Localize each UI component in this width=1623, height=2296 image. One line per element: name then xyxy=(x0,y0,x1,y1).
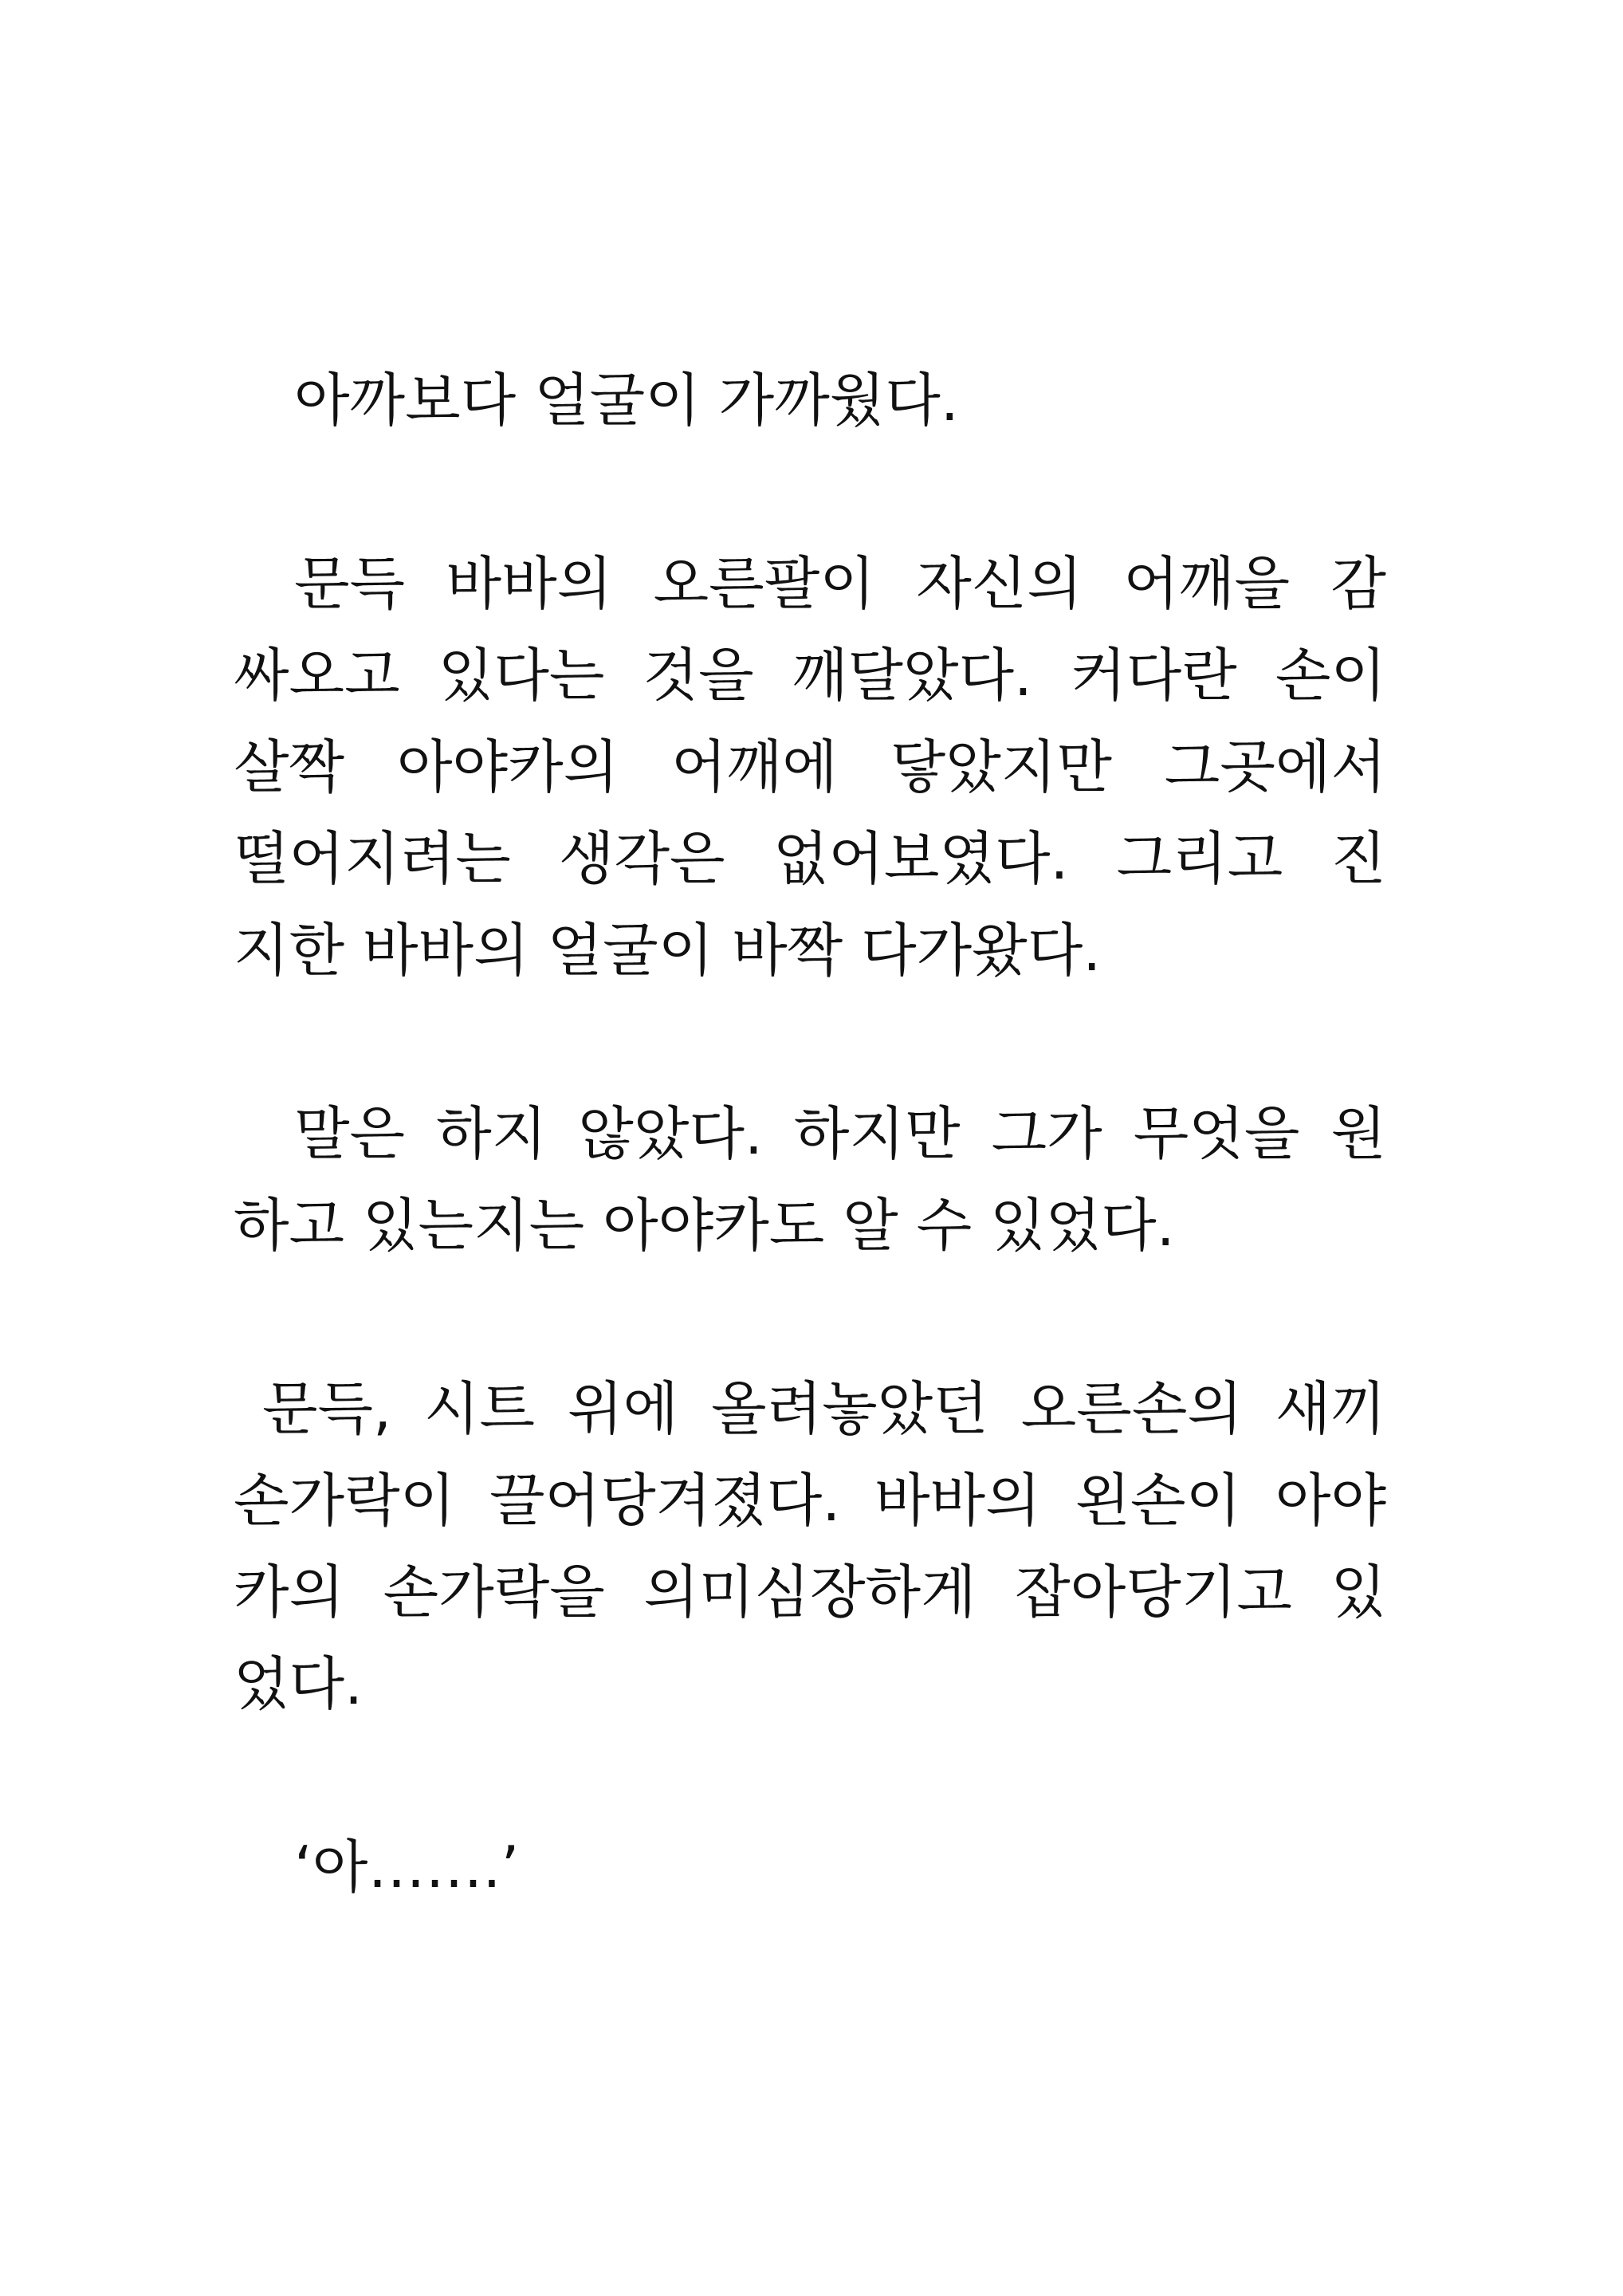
paragraph-1-line-1: 아까보다 얼굴이 가까웠다. xyxy=(294,367,959,434)
text-body xyxy=(234,355,1386,1913)
paragraph-4-line-1: 문득, 시트 위에 올려놓았던 오른손의 새끼 xyxy=(262,1375,1386,1442)
paragraph-4-line-3: 카의 손가락을 의미심장하게 잡아당기고 있 xyxy=(234,1559,1386,1626)
paragraph-gap xyxy=(234,446,1386,538)
paragraph-2-line-4: 떨어지려는 생각은 없어보였다. 그리고 진 xyxy=(234,825,1386,892)
paragraph-3-line-1: 말은 하지 않았다. 하지만 그가 무엇을 원 xyxy=(294,1100,1386,1167)
paragraph-gap xyxy=(234,997,1386,1088)
paragraph-gap xyxy=(234,1730,1386,1822)
paragraph-4-line-4: 었다. xyxy=(234,1650,363,1717)
paragraph-2-line-1: 문득 바바의 오른팔이 자신의 어깨을 감 xyxy=(294,550,1386,617)
paragraph-gap xyxy=(234,1272,1386,1363)
paragraph-3-line-2: 하고 있는지는 아야카도 알 수 있었다. xyxy=(234,1192,1175,1259)
paragraph-4-line-2: 손가락이 끌어당겨졌다. 바바의 왼손이 아야 xyxy=(234,1467,1386,1534)
paragraph-5-line-1: ‘아…….’ xyxy=(294,1834,520,1901)
paragraph-2-line-5: 지한 바바의 얼굴이 바짝 다가왔다. xyxy=(234,917,1102,984)
paragraph-2-line-2: 싸오고 있다는 것을 깨달았다. 커다란 손이 xyxy=(234,642,1386,709)
paragraph-2-line-3: 살짝 아야카의 어깨에 닿았지만 그곳에서 xyxy=(234,733,1386,800)
